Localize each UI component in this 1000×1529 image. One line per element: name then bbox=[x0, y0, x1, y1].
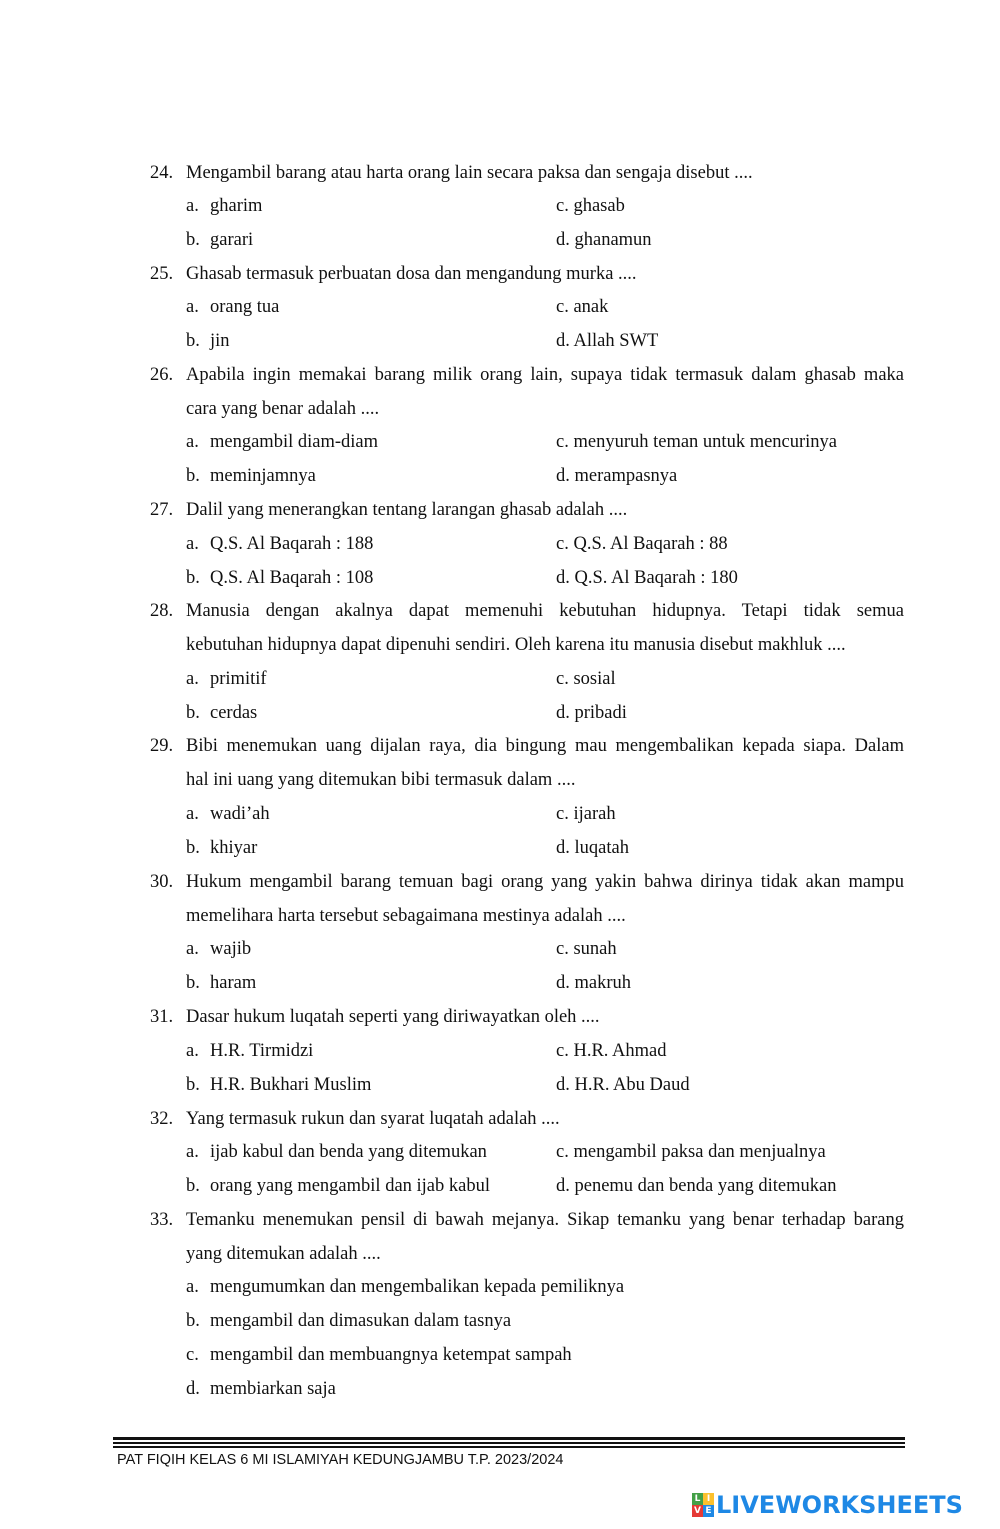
option-text: H.R. Tirmidzi bbox=[210, 1041, 314, 1061]
option-letter: d. bbox=[556, 331, 570, 351]
option-letter: b. bbox=[186, 838, 200, 858]
option-text: mengumumkan dan mengembalikan kepada pemiliknya bbox=[210, 1277, 625, 1297]
option-text: makruh bbox=[574, 973, 632, 993]
option-letter: c. bbox=[556, 1142, 569, 1162]
brand-name: LIVEWORKSHEETS bbox=[716, 1491, 963, 1519]
option-text: meminjamnya bbox=[210, 466, 316, 486]
question-number: 29. bbox=[150, 736, 174, 756]
option-text: ghanamun bbox=[574, 230, 652, 250]
option-letter: c. bbox=[556, 804, 569, 824]
option-letter: c. bbox=[556, 534, 569, 554]
option-text: haram bbox=[210, 973, 257, 993]
question-number: 32. bbox=[150, 1109, 174, 1129]
question-number: 24. bbox=[150, 163, 174, 183]
option-text: Q.S. Al Baqarah : 108 bbox=[210, 568, 374, 588]
option-text: wadi’ah bbox=[210, 804, 270, 824]
logo-letter: V bbox=[692, 1505, 703, 1517]
option-item bbox=[556, 971, 631, 995]
question-text: Apabila ingin memakai barang milik orang lain, supaya tidak termasuk dalam ghasab maka bbox=[186, 365, 904, 385]
option-letter: d. bbox=[556, 973, 570, 993]
question-text: Dasar hukum luqatah seperti yang diriwayatkan oleh .... bbox=[186, 1007, 600, 1027]
question-number: 33. bbox=[150, 1210, 174, 1230]
option-letter: a. bbox=[186, 297, 199, 317]
option-text: primitif bbox=[210, 669, 267, 689]
option-text: H.R. Abu Daud bbox=[574, 1075, 690, 1095]
option-text: jin bbox=[210, 331, 230, 351]
option-item bbox=[556, 464, 677, 488]
question-text: Dalil yang menerangkan tentang larangan ghasab adalah .... bbox=[186, 500, 628, 520]
option-text: penemu dan benda yang ditemukan bbox=[574, 1176, 837, 1196]
footer-rule bbox=[113, 1442, 905, 1444]
option-letter: a. bbox=[186, 1277, 199, 1297]
option-text: H.R. Bukhari Muslim bbox=[210, 1075, 372, 1095]
option-letter: a. bbox=[186, 534, 199, 554]
option-item bbox=[556, 194, 625, 218]
option-text: garari bbox=[210, 230, 254, 250]
question-text: Manusia dengan akalnya dapat memenuhi kebutuhan hidupnya. Tetapi tidak semua bbox=[186, 601, 904, 621]
option-letter: d. bbox=[556, 838, 570, 858]
option-letter: d. bbox=[556, 230, 570, 250]
question-text: memelihara harta tersebut sebagaimana mestinya adalah .... bbox=[186, 906, 626, 926]
option-text: Allah SWT bbox=[573, 331, 659, 351]
option-letter: b. bbox=[186, 230, 200, 250]
option-text: Q.S. Al Baqarah : 188 bbox=[210, 534, 374, 554]
option-item bbox=[556, 667, 616, 691]
question-number: 26. bbox=[150, 365, 174, 385]
option-letter: a. bbox=[186, 432, 199, 452]
logo-letter: E bbox=[703, 1505, 714, 1517]
question-number: 30. bbox=[150, 872, 174, 892]
question-text: kebutuhan hidupnya dapat dipenuhi sendiri. Oleh karena itu manusia disebut makhluk .... bbox=[186, 635, 846, 655]
question-text: Yang termasuk rukun dan syarat luqatah adalah .... bbox=[186, 1109, 560, 1129]
option-item bbox=[556, 430, 837, 454]
option-text: mengambil diam-diam bbox=[210, 432, 378, 452]
question-text: cara yang benar adalah .... bbox=[186, 399, 380, 419]
option-item bbox=[556, 566, 738, 590]
option-text: merampasnya bbox=[574, 466, 678, 486]
option-letter: a. bbox=[186, 669, 199, 689]
option-text: H.R. Ahmad bbox=[573, 1041, 667, 1061]
logo-letter: L bbox=[692, 1493, 703, 1505]
option-letter: b. bbox=[186, 703, 200, 723]
option-letter: c. bbox=[556, 297, 569, 317]
option-item bbox=[556, 836, 629, 860]
option-letter: a. bbox=[186, 939, 199, 959]
option-item bbox=[556, 532, 728, 556]
footer-text: PAT FIQIH KELAS 6 MI ISLAMIYAH KEDUNGJAMBU T.P. 2023/2024 bbox=[117, 1452, 564, 1468]
question-text: Temanku menemukan pensil di bawah mejanya. Sikap temanku yang benar terhadap barang bbox=[186, 1210, 904, 1230]
footer-rule bbox=[113, 1437, 905, 1440]
question-text: Bibi menemukan uang dijalan raya, dia bingung mau mengembalikan kepada siapa. Dalam bbox=[186, 736, 904, 756]
option-item bbox=[556, 329, 658, 353]
option-text: sosial bbox=[573, 669, 616, 689]
option-letter: b. bbox=[186, 1075, 200, 1095]
logo-letter: I bbox=[703, 1493, 714, 1505]
option-text: mengambil dan dimasukan dalam tasnya bbox=[210, 1311, 512, 1331]
option-letter: c. bbox=[556, 939, 569, 959]
option-text: luqatah bbox=[574, 838, 629, 858]
option-letter: b. bbox=[186, 568, 200, 588]
liveworksheets-logo-icon bbox=[692, 1493, 714, 1517]
option-letter: c. bbox=[556, 432, 569, 452]
option-text: khiyar bbox=[210, 838, 258, 858]
option-letter: c. bbox=[556, 196, 569, 216]
option-item bbox=[556, 1039, 666, 1063]
option-letter: a. bbox=[186, 196, 199, 216]
option-text: Q.S. Al Baqarah : 88 bbox=[573, 534, 728, 554]
option-text: pribadi bbox=[574, 703, 627, 723]
option-letter: a. bbox=[186, 1041, 199, 1061]
question-text: yang ditemukan adalah .... bbox=[186, 1244, 381, 1264]
option-text: menyuruh teman untuk mencurinya bbox=[573, 432, 838, 452]
option-text: orang yang mengambil dan ijab kabul bbox=[210, 1176, 490, 1196]
option-letter: d. bbox=[556, 1075, 570, 1095]
option-text: mengambil paksa dan menjualnya bbox=[573, 1142, 826, 1162]
option-letter: d. bbox=[556, 1176, 570, 1196]
option-text: Q.S. Al Baqarah : 180 bbox=[574, 568, 738, 588]
question-text: Mengambil barang atau harta orang lain secara paksa dan sengaja disebut .... bbox=[186, 163, 753, 183]
option-text: membiarkan saja bbox=[210, 1379, 336, 1399]
question-text: hal ini uang yang ditemukan bibi termasuk dalam .... bbox=[186, 770, 576, 790]
option-letter: a. bbox=[186, 804, 199, 824]
option-letter: c. bbox=[556, 1041, 569, 1061]
option-item bbox=[556, 1073, 690, 1097]
option-item bbox=[556, 701, 627, 725]
option-text: sunah bbox=[573, 939, 617, 959]
option-text: cerdas bbox=[210, 703, 258, 723]
option-letter: b. bbox=[186, 1176, 200, 1196]
option-letter: b. bbox=[186, 973, 200, 993]
question-text: Ghasab termasuk perbuatan dosa dan mengandung murka .... bbox=[186, 264, 637, 284]
question-number: 25. bbox=[150, 264, 174, 284]
option-item bbox=[556, 228, 652, 252]
option-letter: a. bbox=[186, 1142, 199, 1162]
option-text: ghasab bbox=[573, 196, 625, 216]
option-text: anak bbox=[573, 297, 609, 317]
option-text: gharim bbox=[210, 196, 263, 216]
footer-rule bbox=[113, 1446, 905, 1448]
option-letter: b. bbox=[186, 1311, 200, 1331]
option-letter: d. bbox=[556, 466, 570, 486]
question-number: 27. bbox=[150, 500, 174, 520]
question-number: 28. bbox=[150, 601, 174, 621]
option-letter: d. bbox=[556, 703, 570, 723]
option-item bbox=[556, 1140, 826, 1164]
option-text: ijab kabul dan benda yang ditemukan bbox=[210, 1142, 487, 1162]
option-letter: b. bbox=[186, 331, 200, 351]
option-letter: c. bbox=[556, 669, 569, 689]
option-item bbox=[556, 802, 616, 826]
option-letter: b. bbox=[186, 466, 200, 486]
liveworksheets-brand[interactable] bbox=[692, 1489, 963, 1521]
question-text: Hukum mengambil barang temuan bagi orang yang yakin bahwa dirinya tidak akan mampu bbox=[186, 872, 904, 892]
option-item bbox=[556, 937, 617, 961]
option-letter: d. bbox=[186, 1379, 200, 1399]
option-letter: c. bbox=[186, 1345, 199, 1365]
option-text: orang tua bbox=[210, 297, 280, 317]
question-number: 31. bbox=[150, 1007, 174, 1027]
option-item bbox=[556, 295, 608, 319]
option-text: wajib bbox=[210, 939, 252, 959]
option-letter: d. bbox=[556, 568, 570, 588]
option-text: mengambil dan membuangnya ketempat sampah bbox=[210, 1345, 572, 1365]
option-item bbox=[556, 1174, 837, 1198]
option-text: ijarah bbox=[573, 804, 616, 824]
